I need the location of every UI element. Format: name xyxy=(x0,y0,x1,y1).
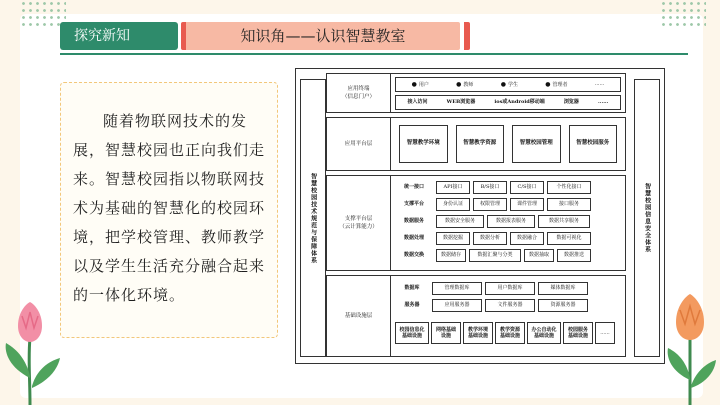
security-column-label: 智慧校园信息安全体系 xyxy=(643,183,651,253)
teacher-icon: ● xyxy=(456,80,462,88)
decor-dots-right xyxy=(660,0,706,30)
layer-support xyxy=(326,175,626,271)
infra-row: 服务器 应用服务器 文件服务器 资源服务器 xyxy=(395,299,621,312)
access-row xyxy=(395,95,621,110)
infra-row: 数据库 管理数据库 用户数据库 媒体数据库 xyxy=(395,282,621,295)
standards-column-label: 智慧校园技术规范与保障体系 xyxy=(309,172,317,264)
user-row xyxy=(395,77,621,92)
support-row: 支撑平台 身份认证 权限管理 课件管理 接口服务 xyxy=(395,198,621,211)
user-item: ● 管理者 xyxy=(545,80,568,88)
body-paragraph: 随着物联网技术的发展，智慧校园也正向我们走来。智慧校园指以物联网技术为基础的智慧化的校园环境，把学校管理、教师教学以及学生生活充分融合起来的一体化环境。 xyxy=(73,112,266,304)
person-icon: ● xyxy=(411,80,417,88)
user-item: ● 教师 xyxy=(456,80,474,88)
app-box: 智慧校园服务 xyxy=(569,125,618,163)
layer-label: 应用终端 （信息门户） xyxy=(327,74,391,112)
support-row: 数据服务 数据安全服务 数据报表服务 数据共享服务 xyxy=(395,215,621,228)
support-row: 数据交换 数据储存 数据汇聚与分类 数据抽取 数据推送 xyxy=(395,249,621,262)
access-types: 接入访问 WEB浏览器 ios或Android移动端 浏览器 ...... xyxy=(395,95,621,110)
app-box: 智慧教学资源 xyxy=(456,125,505,163)
admin-icon: ● xyxy=(545,80,551,88)
header-divider xyxy=(60,53,688,55)
layer-label: 应用平台层 xyxy=(327,118,391,170)
app-box: 智慧教学环境 xyxy=(399,125,448,163)
standards-column xyxy=(300,79,326,357)
layer-label: 支撑平台层 （云计算能力） xyxy=(327,176,391,270)
architecture-diagram xyxy=(295,68,665,364)
layer-label: 基础设施层 xyxy=(327,276,391,356)
layer-infrastructure xyxy=(326,275,626,357)
support-row: 统一接口 API接口 B/S接口 C/S接口 个性化接口 xyxy=(395,181,621,194)
layer-application xyxy=(326,117,626,171)
page-title: 知识角——认识智慧教室 xyxy=(181,22,460,50)
tulip-right-icon xyxy=(660,288,720,405)
section-tab: 探究新知 xyxy=(60,22,178,50)
user-item: ...... xyxy=(594,81,605,88)
support-row: 数据处理 数据挖掘 数据分析 数据融合 数据可视化 xyxy=(395,232,621,245)
tulip-left-icon xyxy=(0,298,70,405)
text-panel xyxy=(60,82,278,338)
infra-row: 校园信息化基础设施 网络基础设施 教学环境基础设施 教学资源基础设施 办公自动化基础设施 校园服务基础设施 ...... xyxy=(395,322,621,344)
layer-terminals xyxy=(326,73,626,113)
security-column xyxy=(634,79,660,357)
app-box: 智慧校园管理 xyxy=(512,125,561,163)
user-item: ● 用户 xyxy=(411,80,429,88)
student-icon: ● xyxy=(500,80,506,88)
user-item: ● 学生 xyxy=(500,80,518,88)
user-types xyxy=(395,77,621,92)
